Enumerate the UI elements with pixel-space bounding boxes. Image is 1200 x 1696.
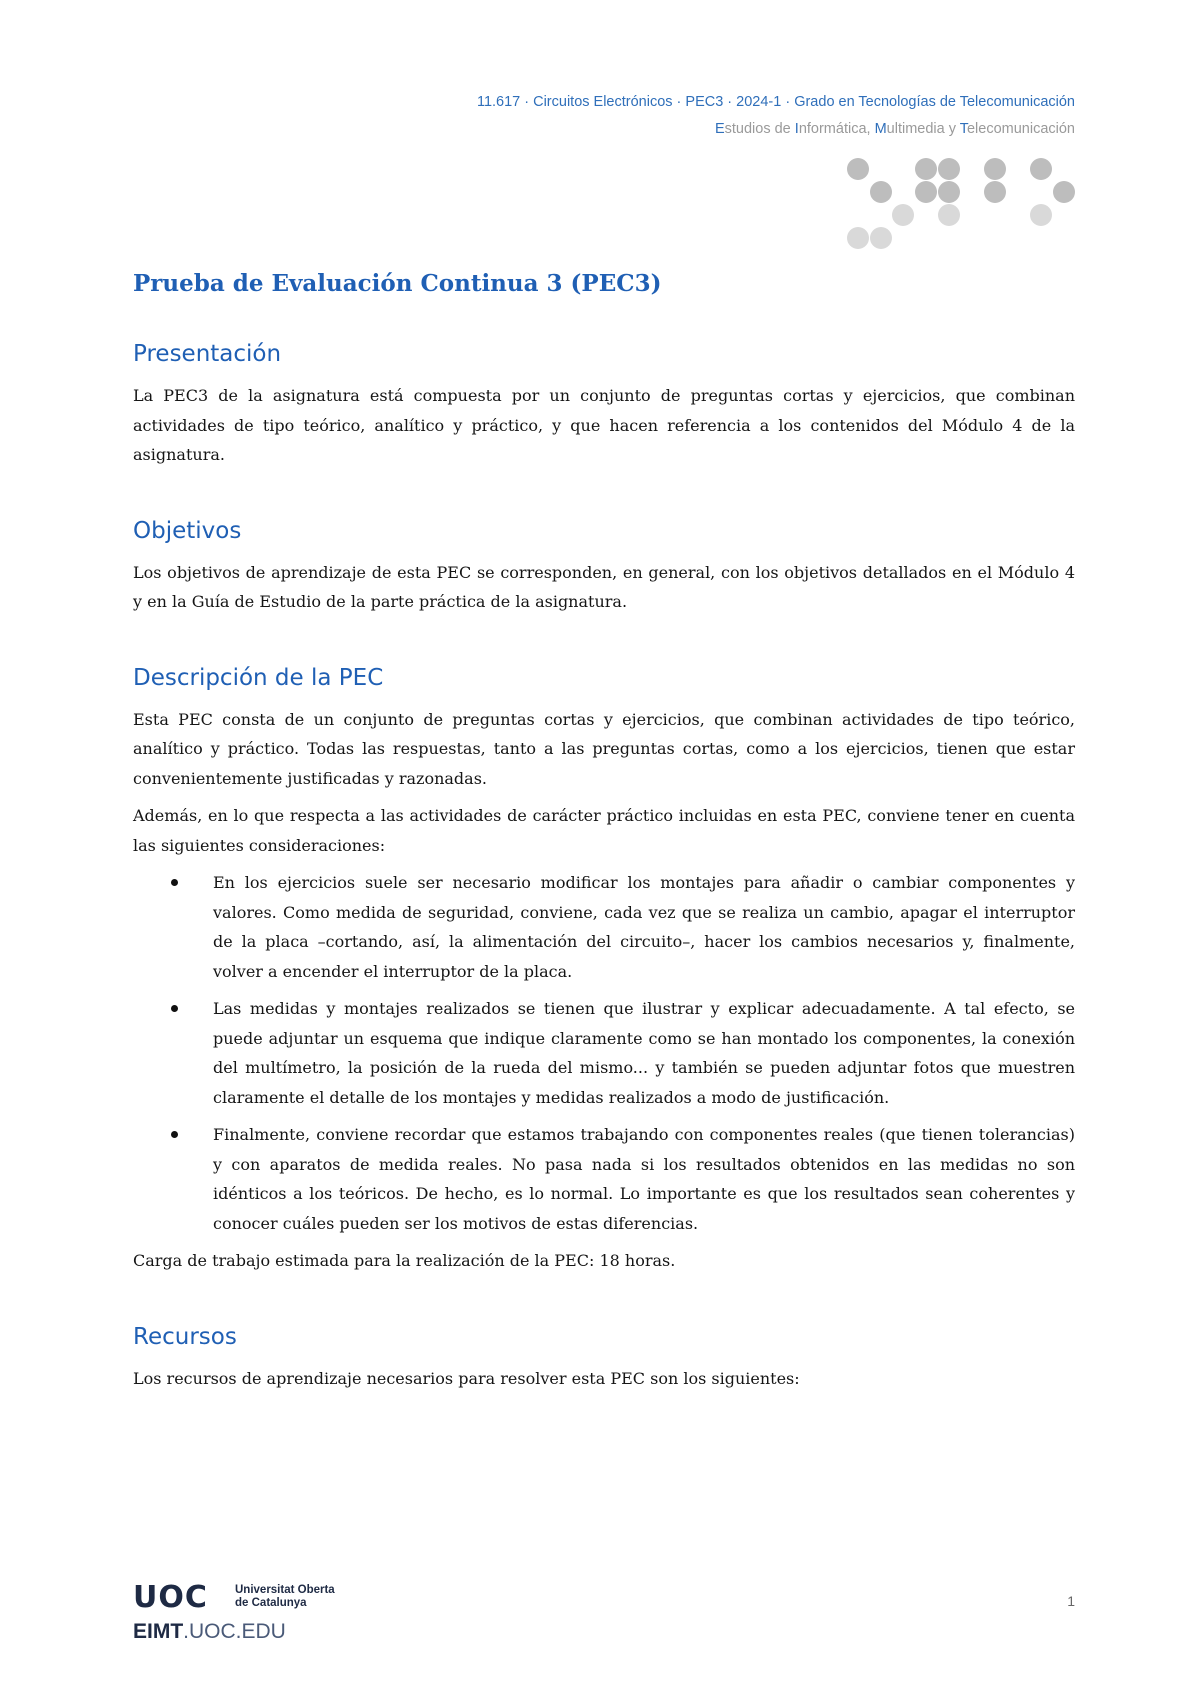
eimt-url: EIMT.UOC.EDU [133, 1620, 286, 1643]
heading-objetivos: Objetivos [133, 517, 242, 544]
workload-note: Carga de trabajo estimada para la realización de la PEC: 18 horas. [133, 1251, 676, 1270]
logo-dot [984, 181, 1006, 203]
list-item: Las medidas y montajes realizados se tienen que ilustrar y explicar adecuadamente. A tal efecto, se puede adjuntar un esquema que indique claramente como se han montado los componentes, la conexión del multímetro, la posición de la rueda del mismo... y también se pueden adjuntar fotos que muestren claramente el detalle de los montajes y medidas realizados a modo de justificación. [133, 994, 1075, 1112]
descripcion-paragraph-2: Además, en lo que respecta a las actividades de carácter práctico incluidas en esta PEC, conviene tener en cuenta las siguientes consideraciones: [133, 806, 1075, 855]
uoc-logo [133, 1578, 373, 1648]
dot-pattern-logo [0, 0, 1200, 260]
logo-dot [847, 227, 869, 249]
bullet-icon [171, 1131, 178, 1138]
logo-dot [938, 204, 960, 226]
logo-dot [1030, 158, 1052, 180]
bullet-icon [171, 1005, 178, 1012]
document-title: Prueba de Evaluación Continua 3 (PEC3) [133, 270, 662, 297]
logo-dot [847, 158, 869, 180]
logo-dot [915, 158, 937, 180]
logo-dot [1053, 181, 1075, 203]
bullet-icon [171, 879, 178, 886]
heading-recursos: Recursos [133, 1323, 237, 1350]
heading-descripcion: Descripción de la PEC [133, 664, 384, 691]
recursos-paragraph: Los recursos de aprendizaje necesarios para resolver esta PEC son los siguientes: [133, 1368, 800, 1388]
logo-dot [938, 181, 960, 203]
logo-dot [938, 158, 960, 180]
list-item: Finalmente, conviene recordar que estamos trabajando con componentes reales (que tienen tolerancias) y con aparatos de medida reales. No pasa nada si los resultados obtenidos en las medidas no son idénticos a los teóricos. De hecho, es lo normal. Lo importante es que los resultados sean coherentes y conocer cuáles pueden ser los motivos de estas diferencias. [133, 1120, 1075, 1238]
logo-dot [892, 204, 914, 226]
uoc-logo-text: Universitat Oberta de Catalunya [235, 1584, 335, 1609]
presentacion-paragraph: La PEC3 de la asignatura está compuesta por un conjunto de preguntas cortas y ejercicios, que combinan actividades de tipo teórico, analítico y práctico, y que hacen referencia a los contenidos del Módulo 4 de la asignatura. [133, 386, 1075, 464]
header-course-line: 11.617 · Circuitos Electrónicos · PEC3 · 2024-1 · Grado en Tecnologías de Telecomunicación [476, 94, 1075, 110]
descripcion-paragraph-1: Esta PEC consta de un conjunto de preguntas cortas y ejercicios, que combinan actividades de tipo teórico, analítico y práctico. Todas las respuestas, tanto a las preguntas cortas, como a los ejercicios, tienen que estar convenientemente justificadas y razonadas. [133, 709, 1075, 788]
objetivos-paragraph: Los objetivos de aprendizaje de esta PEC se corresponden, en general, con los objetivos detallados en el Módulo 4 y en la Guía de Estudio de la parte práctica de la asignatura. [133, 562, 1075, 611]
list-item: En los ejercicios suele ser necesario modificar los montajes para añadir o cambiar componentes y valores. Como medida de seguridad, conviene, cada vez que se realiza un cambio, apagar el interruptor de la placa –cortando, así, la alimentación del circuito–, hacer los cambios necesarios y, finalmente, volver a encender el interruptor de la placa. [133, 868, 1075, 986]
logo-dot [984, 158, 1006, 180]
logo-dot [915, 181, 937, 203]
header-studies-line: Estudios de Informática, Multimedia y Telecomunicación [714, 121, 1075, 137]
page-number: 1 [1067, 1593, 1075, 1609]
uoc-logo-mark: UOC [133, 1580, 208, 1615]
document-content [133, 270, 1075, 1401]
logo-dot [870, 181, 892, 203]
logo-dot [1030, 204, 1052, 226]
considerations-list [133, 868, 1075, 1238]
logo-dot [870, 227, 892, 249]
heading-presentacion: Presentación [133, 341, 282, 367]
